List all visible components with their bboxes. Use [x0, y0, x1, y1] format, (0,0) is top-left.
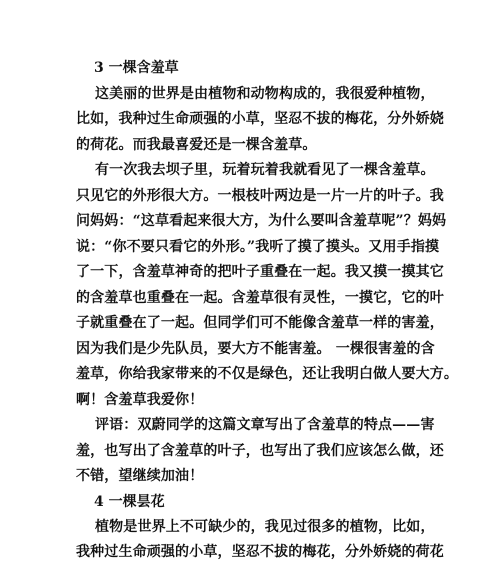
paragraph-line: 了一下，含羞草神奇的把叶子重叠在一起。我又摸一摸其它 — [76, 264, 444, 280]
paragraph-line: 问妈妈：“这草看起来很大方，为什么要叫含羞草呢”？妈妈 — [76, 213, 447, 229]
paragraph-line: 有一次我去坝子里，玩着玩着我就看见了一棵含羞草。 — [95, 162, 435, 178]
comment-line: 不错，望继续加油！ — [76, 468, 204, 484]
paragraph-line: 啊！含羞草我爱你！ — [76, 391, 204, 408]
paragraph-line: 的含羞草也重叠在一起。含羞草很有灵性，一摸它，它的叶 — [76, 289, 444, 306]
document-page — [76, 56, 459, 541]
section-heading: 4 一棵昙花 — [94, 493, 165, 510]
paragraph-line: 的荷花。而我最喜爱还是一棵含羞草。 — [76, 136, 317, 153]
paragraph-line: 比如，我种过生命顽强的小草，坚忍不拔的梅花，分外娇娆 — [76, 111, 444, 127]
paragraph-line: 我种过生命顽强的小草，坚忍不拔的梅花，分外娇娆的荷花 — [76, 544, 444, 560]
paragraph-line: 这美丽的世界是由植物和动物构成的，我很爱种植物， — [95, 85, 435, 102]
paragraph-line: 子就重叠在了一起。但同学们可不能像含羞草一样的害羞， — [76, 315, 444, 331]
paragraph-line: 说：“你不要只看它的外形。”我听了摸了摸头。又用手指摸 — [76, 238, 440, 255]
comment-line: 羞，也写出了含羞草的叶子，也写出了我们应该怎么做，还 — [76, 442, 444, 459]
cut-off-line — [76, 544, 444, 565]
section-heading: 3 一棵含羞草 — [94, 60, 179, 76]
paragraph-line: 只见它的外形很大方。一根枝叶两边是一片一片的叶子。我 — [76, 187, 444, 204]
paragraph-line: 羞草，你给我家带来的不仅是绿色，还让我明白做人要大方。 — [76, 366, 459, 382]
comment-line: 评语：双蔚同学的这篇文章写出了含羞草的特点——害 — [95, 417, 435, 433]
paragraph-line: 因为我们是少先队员，要大方不能害羞。 一棵很害羞的含 — [76, 340, 435, 357]
paragraph-line: 植物是世界上不可缺少的，我见过很多的植物，比如， — [95, 519, 435, 535]
